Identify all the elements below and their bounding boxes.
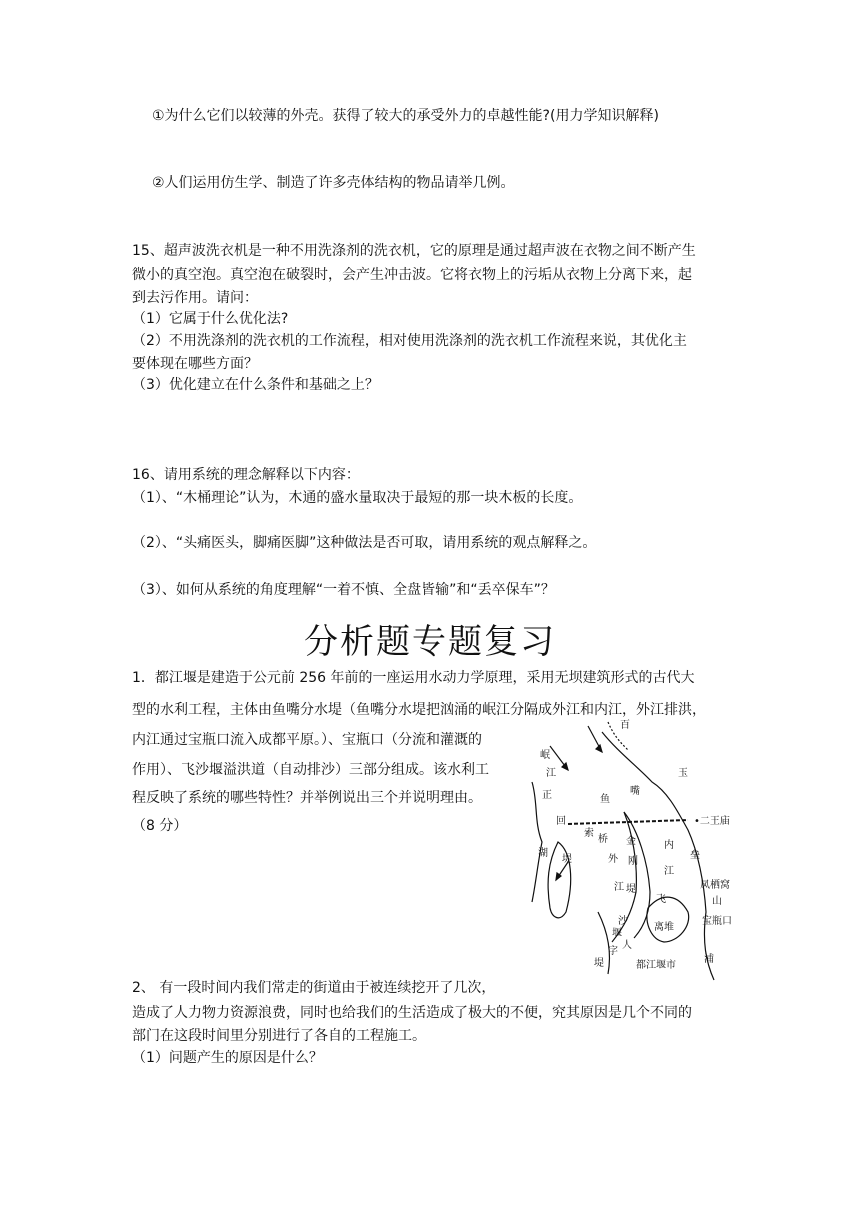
map-label-lei: 垒 <box>690 850 700 861</box>
map-label-hu: 湖 <box>538 848 548 859</box>
q15-sub2-line2: 要体现在哪些方面？ <box>132 356 258 372</box>
map-label-nei: 内 <box>664 840 674 851</box>
left-bank-line <box>532 782 542 902</box>
q15-sub3: （3）优化建立在什么条件和基础之上？ <box>132 377 379 393</box>
map-label-jin: 金 <box>626 836 636 847</box>
map-label-bai: 百 <box>620 720 630 731</box>
map-label-zi: 字 <box>608 946 618 957</box>
map-label-shan: 山 <box>712 896 722 907</box>
q15-line2: 微小的真空泡。真空泡在破裂时，会产生冲击波。它将衣物上的污垢从衣物上分离下来，起 <box>132 267 692 283</box>
lidui-hill <box>647 897 689 942</box>
map-label-suo: 索 <box>584 828 594 839</box>
map-label-fengqi: 凤栖窝 <box>700 880 730 891</box>
map-label-wai: 外 <box>608 854 618 865</box>
q14-sub1: ①为什么它们以较薄的外壳。获得了较大的承受外力的卓越性能?(用力学知识解释) <box>152 108 659 124</box>
q2-line2: 造成了人力物力资源浪费，同时也给我们的生活造成了极大的不便，究其原因是几个不同的 <box>132 1005 692 1021</box>
map-label-baoping: 宝瓶口 <box>702 916 732 927</box>
q1-line5: 程反映了系统的哪些特性？并举例说出三个并说明理由。 <box>132 790 482 806</box>
q1-line1: 1．都江堰是建造于公元前 256 年前的一座运用水动力学原理，采用无坝建筑形式的古代大 <box>132 670 695 686</box>
q16-sub1: （1）、“木桶理论”认为，木通的盛水量取决于最短的那一块木板的长度。 <box>132 490 583 506</box>
flow-arrows <box>550 726 602 880</box>
map-label-di-lower: 堤 <box>594 958 604 969</box>
map-label-gang: 刚 <box>628 856 638 867</box>
section-title: 分析题专题复习 <box>304 622 556 662</box>
dujiangyan-map <box>528 712 746 982</box>
map-label-min: 岷 <box>540 750 550 761</box>
q15-sub2-line1: （2）不用洗涤剂的洗衣机的工作流程，相对使用洗涤剂的洗衣机工作流程来说，其优化主 <box>132 333 687 349</box>
q2-line1: 2、 有一段时间内我们常走的街道由于被连续挖开了几次， <box>132 980 496 996</box>
map-label-lidui: 离堆 <box>654 922 674 933</box>
map-label-ren: 人 <box>622 940 632 951</box>
map-label-yan: 堰 <box>612 928 622 939</box>
map-label-jiang-inner: 江 <box>664 866 674 877</box>
map-label-jiang: 江 <box>546 768 556 779</box>
q15-line1: 15、超声波洗衣机是一种不用洗涤剂的洗衣机，它的原理是通过超声波在衣物之间不断产生 <box>132 243 696 259</box>
map-label-fei: 飞 <box>656 894 666 905</box>
map-label-yu-jade: 玉 <box>678 768 688 779</box>
q15-sub1: （1）它属于什么优化法? <box>132 311 289 327</box>
map-label-di-outer: 堤 <box>562 854 572 865</box>
flow-arrow-2-head <box>596 745 602 752</box>
map-label-zui: 嘴 <box>630 786 640 797</box>
q2-sub1: （1）问题产生的原因是什么？ <box>132 1050 323 1066</box>
q1-line3: 内江通过宝瓶口流入成都平原。）、宝瓶口（分流和灌溉的 <box>132 732 482 748</box>
map-label-hui: 回 <box>556 816 566 827</box>
map-label-zheng: 正 <box>542 790 552 801</box>
q16-intro: 16、请用系统的理念解释以下内容： <box>132 467 360 483</box>
q16-sub2: （2）、“头痛医头，脚痛医脚”这种做法是否可取，请用系统的观点解释之。 <box>132 535 597 551</box>
map-label-yu: 鱼 <box>600 794 610 805</box>
map-label-sha: 沙 <box>618 916 628 927</box>
q14-sub2: ②人们运用仿生学、制造了许多壳体结构的物品请举几例。 <box>152 175 515 191</box>
q2-line3: 部门在这段时间里分别进行了各自的工程施工。 <box>132 1028 426 1044</box>
q1-line2: 型的水利工程，主体由鱼嘴分水堤（鱼嘴分水堤把汹涌的岷江分隔成外江和内江，外江排洪， <box>132 702 706 718</box>
map-label-di: 堤 <box>626 884 636 895</box>
map-label-temple: •二王庙 <box>694 816 730 827</box>
map-label-jiang-outer: 江 <box>614 882 624 893</box>
q1-line4: 作用）、飞沙堰溢洪道（自动排沙）三部分组成。该水利工 <box>132 762 489 778</box>
map-label-pu: 浦 <box>704 954 714 965</box>
map-label-qiao: 桥 <box>598 834 608 845</box>
q1-line6: （8 分） <box>132 818 188 834</box>
q15-line3: 到去污作用。请问： <box>132 290 258 306</box>
q16-sub3: （3）、如何从系统的角度理解“一着不慎、全盘皆输”和“丢卒保车”？ <box>132 582 555 598</box>
map-label-city: 都江堰市 <box>636 960 676 971</box>
